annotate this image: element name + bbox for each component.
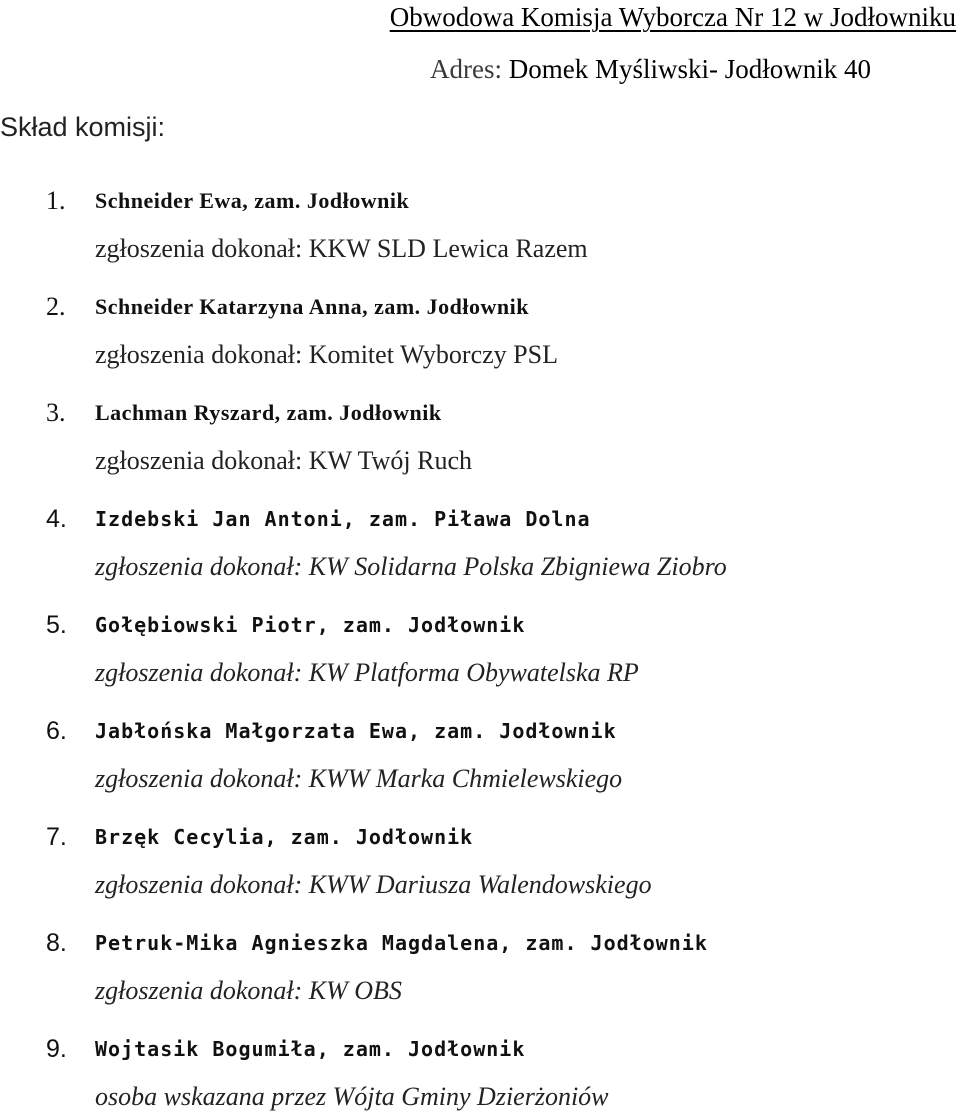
member-item: [0, 608, 960, 687]
member-item: [0, 290, 960, 369]
member-item: [0, 926, 960, 1005]
member-nominator: zgłoszenia dokonał: KW Twój Ruch: [95, 446, 473, 475]
composition-heading: Skład komisji:: [0, 112, 166, 142]
member-nominator: zgłoszenia dokonał: KW OBS: [95, 976, 402, 1005]
member-name: Gołębiowski Piotr, zam. Jodłownik: [95, 613, 526, 637]
member-number: 3.: [46, 398, 66, 427]
member-name: Lachman Ryszard, zam. Jodłownik: [95, 400, 442, 425]
member-nominator: zgłoszenia dokonał: Komitet Wyborczy PSL: [95, 340, 558, 369]
member-nominator: osoba wskazana przez Wójta Gminy Dzierżoniów: [95, 1082, 609, 1111]
member-name: Jabłońska Małgorzata Ewa, zam. Jodłownik: [95, 719, 617, 743]
member-number: 1.: [46, 186, 66, 215]
address-label: Adres:: [430, 54, 502, 84]
member-name: Schneider Katarzyna Anna, zam. Jodłownik: [95, 294, 529, 319]
member-name: Izdebski Jan Antoni, zam. Piława Dolna: [95, 507, 591, 531]
member-name: Petruk-Mika Agnieszka Magdalena, zam. Jodłownik: [95, 931, 708, 955]
member-number: 7.: [46, 823, 67, 851]
member-item: [0, 1032, 960, 1111]
member-name: Schneider Ewa, zam. Jodłownik: [95, 188, 410, 213]
member-item: [0, 396, 960, 475]
member-number: 2.: [46, 292, 66, 321]
member-name: Wojtasik Bogumiła, zam. Jodłownik: [95, 1037, 526, 1061]
member-item: [0, 820, 960, 899]
member-number: 4.: [46, 505, 67, 533]
member-nominator: zgłoszenia dokonał: KWW Dariusza Walendowskiego: [95, 870, 652, 899]
member-item: [0, 714, 960, 793]
member-nominator: zgłoszenia dokonał: KW Platforma Obywatelska RP: [95, 658, 639, 687]
member-name: Brzęk Cecylia, zam. Jodłownik: [95, 825, 474, 849]
member-nominator: zgłoszenia dokonał: KW Solidarna Polska Zbigniewa Ziobro: [95, 552, 727, 581]
member-item: [0, 184, 960, 263]
member-nominator: zgłoszenia dokonał: KWW Marka Chmielewskiego: [95, 764, 623, 793]
member-number: 6.: [46, 717, 67, 745]
page-title: Obwodowa Komisja Wyborcza Nr 12 w Jodłowniku: [389, 2, 956, 32]
member-item: [0, 502, 960, 581]
member-number: 5.: [46, 611, 67, 639]
address-line: [430, 52, 871, 86]
address-value: Domek Myśliwski- Jodłownik 40: [508, 54, 871, 84]
member-number: 8.: [46, 929, 67, 957]
member-nominator: zgłoszenia dokonał: KKW SLD Lewica Razem: [95, 234, 588, 263]
member-number: 9.: [46, 1035, 67, 1063]
